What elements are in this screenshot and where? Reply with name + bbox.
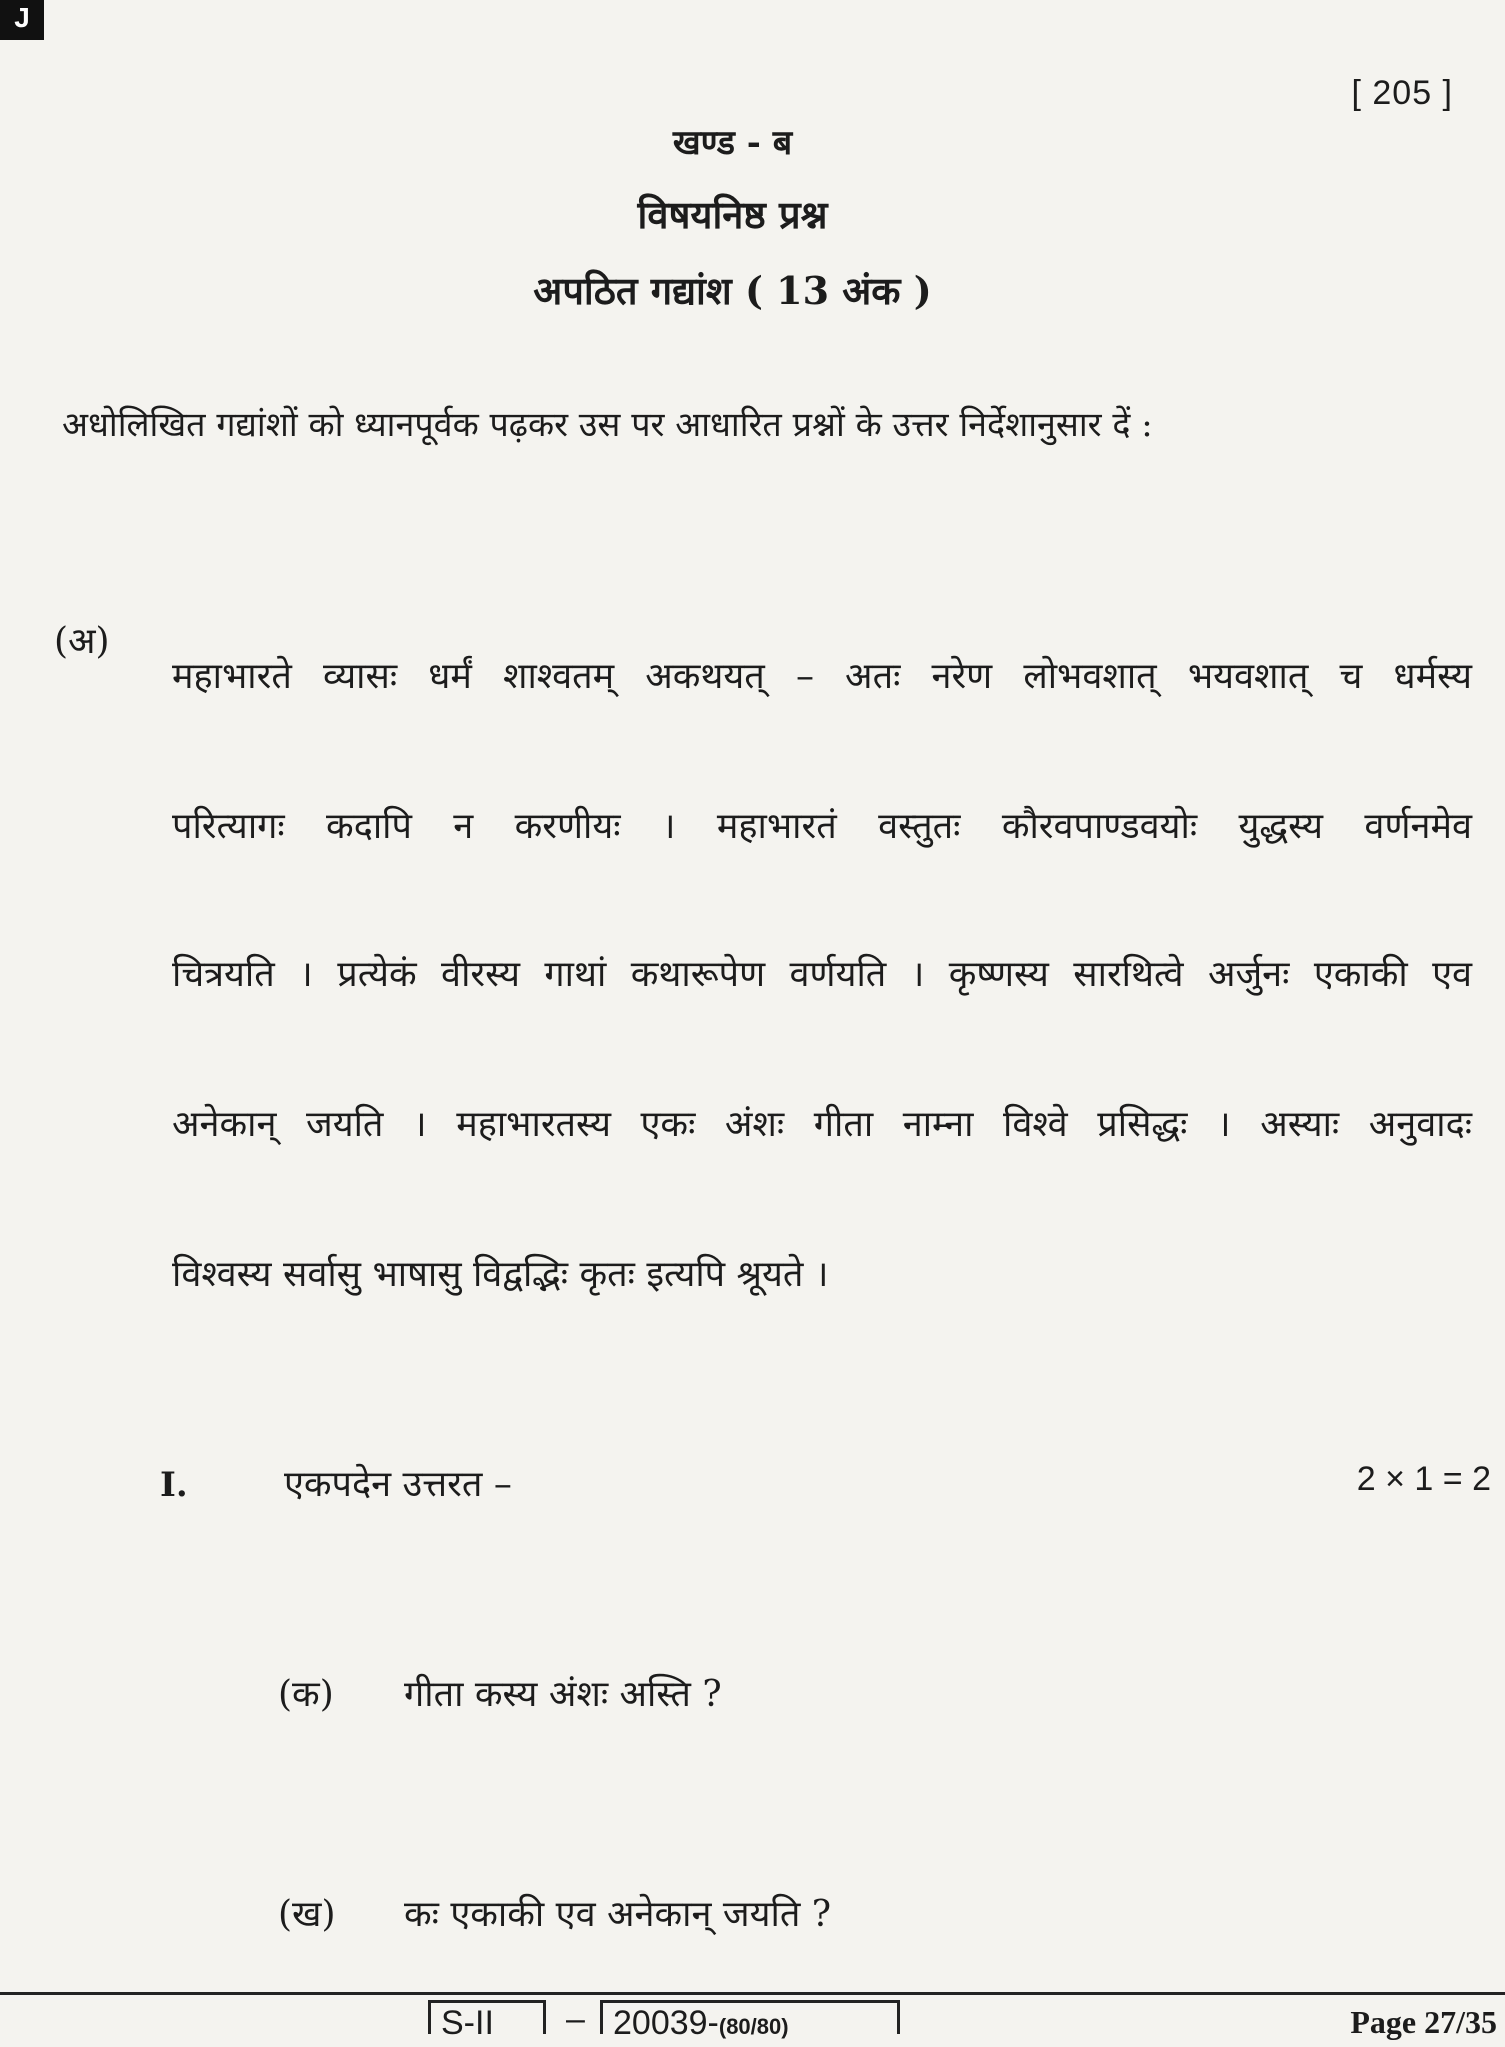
paper-code: 20039-: [613, 2004, 719, 2042]
option-text: गीता कस्य अंशः अस्ति ?: [404, 1674, 722, 1715]
option-label: (ख): [278, 1894, 336, 1935]
passage-line: विश्वस्य सर्वासु भाषासु विद्वद्भिः कृतः इत्यपि श्रूयते ।: [172, 1254, 829, 1295]
passage-line: महाभारते व्यासः धर्मं शाश्वतम् अकथयत् – अतः नरेण लोभवशात् भयवशात् च धर्मस्य: [172, 656, 1472, 697]
marks-allotment: 2 × 1 = 2: [1356, 1460, 1491, 1498]
passage-line: चित्रयति । प्रत्येकं वीरस्य गाथां कथारूपेण वर्णयति । कृष्णस्य सारथित्वे अर्जुनः एकाकी एव: [172, 954, 1472, 995]
paper-code-suffix: (80/80): [718, 2014, 789, 2039]
section-heading: खण्ड - ब: [672, 123, 793, 163]
footer-rule: [0, 1992, 1505, 1995]
passage-title: अपठित गद्यांश ( 13 अंक ): [533, 268, 932, 313]
passage-line: अनेकान् जयति । महाभारतस्य एकः अंशः गीता नाम्ना विश्वे प्रसिद्धः । अस्याः अनुवादः: [172, 1104, 1472, 1145]
passage-label: (अ): [54, 621, 110, 662]
series-box: S-II: [428, 2000, 546, 2034]
instruction-text: अधोलिखित गद्यांशों को ध्यानपूर्वक पढ़कर उस पर आधारित प्रश्नों के उत्तर निर्देशानुसार दें :: [62, 405, 1153, 445]
question-type-heading: विषयनिष्ठ प्रश्न: [637, 192, 828, 237]
page-code: [ 205 ]: [1351, 74, 1453, 112]
option-text: कः एकाकी एव अनेकान् जयति ?: [404, 1894, 832, 1935]
paper-code-box: [600, 2000, 900, 2042]
corner-mark: J: [0, 0, 44, 40]
sub-question-title: एकपदेन उत्तरत –: [284, 1464, 512, 1505]
footer-separator: –: [566, 2000, 585, 2038]
page-number: Page 27/35: [1350, 2004, 1497, 2040]
sub-question-number: I.: [160, 1465, 188, 1505]
passage-line: परित्यागः कदापि न करणीयः । महाभारतं वस्तुतः कौरवपाण्डवयोः युद्धस्य वर्णनमेव: [172, 806, 1472, 847]
option-label: (क): [278, 1674, 334, 1715]
